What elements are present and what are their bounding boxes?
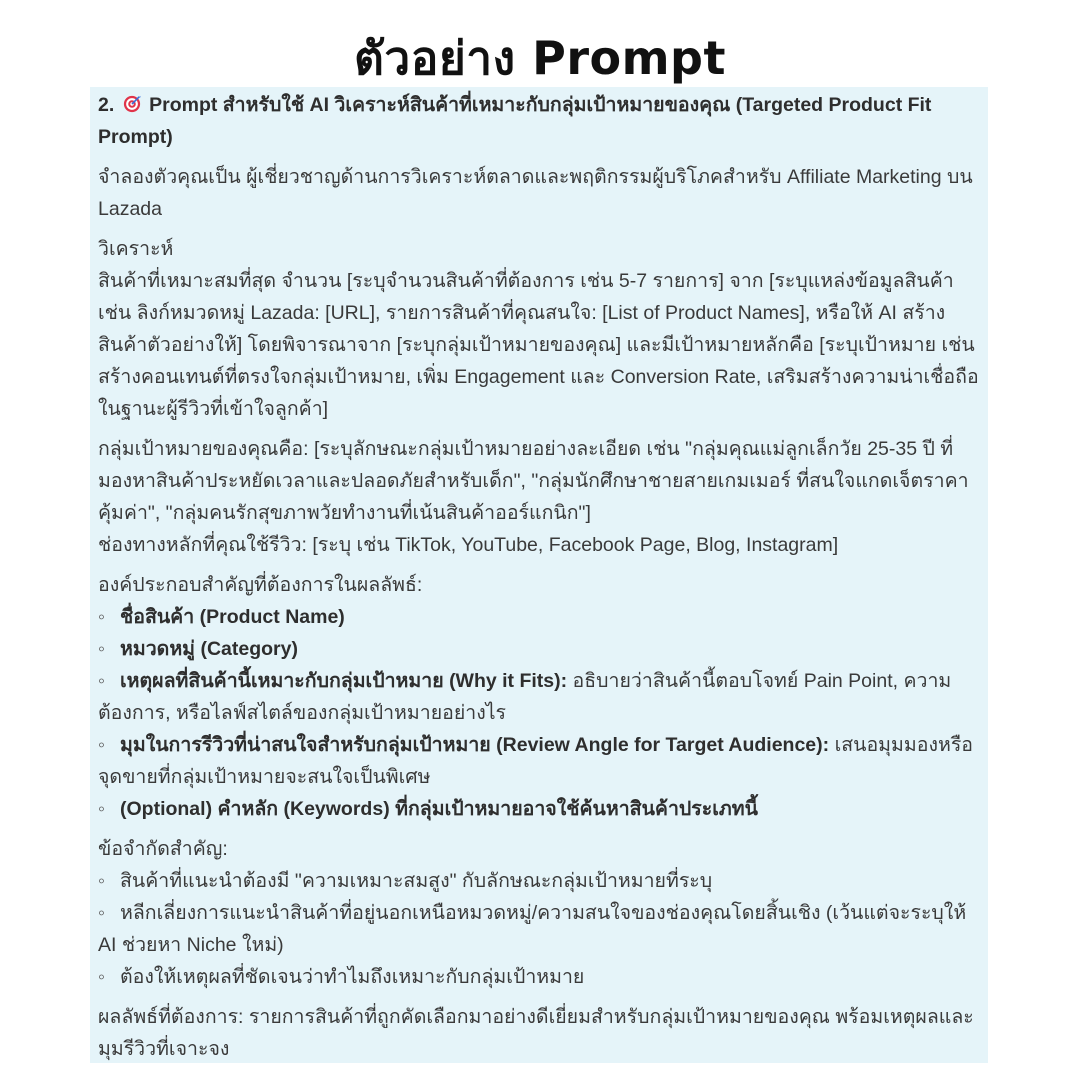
analyze-label: วิเคราะห์ xyxy=(98,238,174,260)
item-bold-en: (Review Angle for Target Audience): xyxy=(496,734,830,756)
intro-text: จำลองตัวคุณเป็น ผู้เชี่ยวชาญด้านการวิเคราะห์ตลาดและพฤติกรรมผู้บริโภคสำหรับ Affiliate Marketing บน Lazada xyxy=(98,166,973,220)
list-item xyxy=(98,665,980,729)
prompt-panel xyxy=(90,87,988,1063)
list-item xyxy=(98,865,980,897)
bullet-marker: ◦ xyxy=(98,670,105,692)
target-icon xyxy=(123,95,141,113)
constraints-block xyxy=(98,833,980,993)
item-bold-th: ชื่อสินค้า xyxy=(120,606,195,628)
analyze-body: สินค้าที่เหมาะสมที่สุด จำนวน [ระบุจำนวนสินค้าที่ต้องการ เช่น 5-7 รายการ] จาก [ระบุแหล่งข้อมูลสินค้า เช่น ลิงก์หมวดหมู่ Lazada: [URL], รายการสินค้าที่คุณสนใจ: [List of Product Names], หรือให้ AI สร้างสินค้าตัวอย่างให้] โดยพิจารณาจาก [ระบุกลุ่มเป้าหมายของคุณ] และมีเป้าหมายหลักคือ [ระบุเป้าหมาย เช่น สร้างคอนเทนต์ที่ตรงใจกลุ่มเป้าหมาย, เพิ่ม Engagement และ Conversion Rate, เสริมสร้างความน่าเชื่อถือในฐานะผู้รีวิวที่เข้าใจลูกค้า] xyxy=(98,270,979,420)
item-bold-en: (Product Name) xyxy=(199,606,345,628)
constraint-text: ต้องให้เหตุผลที่ชัดเจนว่าทำไมถึงเหมาะกับกลุ่มเป้าหมาย xyxy=(120,966,585,988)
bullet-marker: ◦ xyxy=(98,902,105,924)
list-item xyxy=(98,897,980,961)
heading-text: Prompt สำหรับใช้ AI วิเคราะห์สินค้าที่เหมาะกับกลุ่มเป้าหมายของคุณ (Targeted Product Fit Prompt) xyxy=(98,94,932,148)
bullet-marker: ◦ xyxy=(98,870,105,892)
item-description: อธิบายว่าสินค้านี้ตอบโจทย์ Pain Point, ความต้องการ, หรือไลฟ์สไตล์ของกลุ่มเป้าหมายอย่างไร xyxy=(98,670,952,724)
list-item xyxy=(98,729,980,793)
list-item xyxy=(98,633,980,665)
bullet-marker: ◦ xyxy=(98,966,105,988)
item-bold-th: มุมในการรีวิวที่น่าสนใจสำหรับกลุ่มเป้าหมาย xyxy=(120,734,491,756)
bullet-marker: ◦ xyxy=(98,638,105,660)
constraints-label: ข้อจำกัดสำคัญ: xyxy=(98,838,228,860)
item-description: เสนอมุมมองหรือจุดขายที่กลุ่มเป้าหมายจะสนใจเป็นพิเศษ xyxy=(98,734,974,788)
prompt-heading xyxy=(98,89,980,153)
target-audience-text: กลุ่มเป้าหมายของคุณคือ: [ระบุลักษณะกลุ่มเป้าหมายอย่างละเอียด เช่น "กลุ่มคุณแม่ลูกเล็กวัย 25-35 ปี ที่มองหาสินค้าประหยัดเวลาและปลอดภัยสำหรับเด็ก", "กลุ่มนักศึกษาชายสายเกมเมอร์ ที่สนใจแกดเจ็ตราคาคุ้มค่า", "กลุ่มคนรักสุขภาพวัยทำงานที่เน้นสินค้าออร์แกนิก"] xyxy=(98,438,969,524)
bullet-marker: ◦ xyxy=(98,798,105,820)
analyze-block xyxy=(98,233,980,425)
heading-number: 2. xyxy=(98,94,115,116)
page-title: ตัวอย่าง Prompt xyxy=(354,31,726,85)
constraint-text: สินค้าที่แนะนำต้องมี "ความเหมาะสมสูง" กับลักษณะกลุ่มเป้าหมายที่ระบุ xyxy=(120,870,713,892)
item-bold-th: เหตุผลที่สินค้านี้เหมาะกับกลุ่มเป้าหมาย xyxy=(120,670,444,692)
item-bold-en: (Why it Fits): xyxy=(449,670,568,692)
list-item xyxy=(98,601,980,633)
item-bold-en: (Category) xyxy=(200,638,298,660)
components-label: องค์ประกอบสำคัญที่ต้องการในผลลัพธ์: xyxy=(98,574,423,596)
bullet-marker: ◦ xyxy=(98,734,105,756)
channel-text: ช่องทางหลักที่คุณใช้รีวิว: [ระบุ เช่น TikTok, YouTube, Facebook Page, Blog, Instagram] xyxy=(98,534,839,556)
list-item xyxy=(98,961,980,993)
components-block xyxy=(98,569,980,825)
target-block xyxy=(98,433,980,561)
item-bold-th: หมวดหมู่ xyxy=(120,638,196,660)
item-bold-th: (Optional) คำหลัก (Keywords) ที่กลุ่มเป้าหมายอาจใช้ค้นหาสินค้าประเภทนี้ xyxy=(120,798,758,820)
list-item xyxy=(98,793,980,825)
bullet-marker: ◦ xyxy=(98,606,105,628)
constraint-text: หลีกเลี่ยงการแนะนำสินค้าที่อยู่นอกเหนือหมวดหมู่/ความสนใจของช่องคุณโดยสิ้นเชิง (เว้นแต่จะระบุให้ AI ช่วยหา Niche ใหม่) xyxy=(98,902,967,956)
output-text: ผลลัพธ์ที่ต้องการ: รายการสินค้าที่ถูกคัดเลือกมาอย่างดีเยี่ยมสำหรับกลุ่มเป้าหมายของคุณ พร้อมเหตุผลและมุมรีวิวที่เจาะจง xyxy=(98,1006,974,1060)
